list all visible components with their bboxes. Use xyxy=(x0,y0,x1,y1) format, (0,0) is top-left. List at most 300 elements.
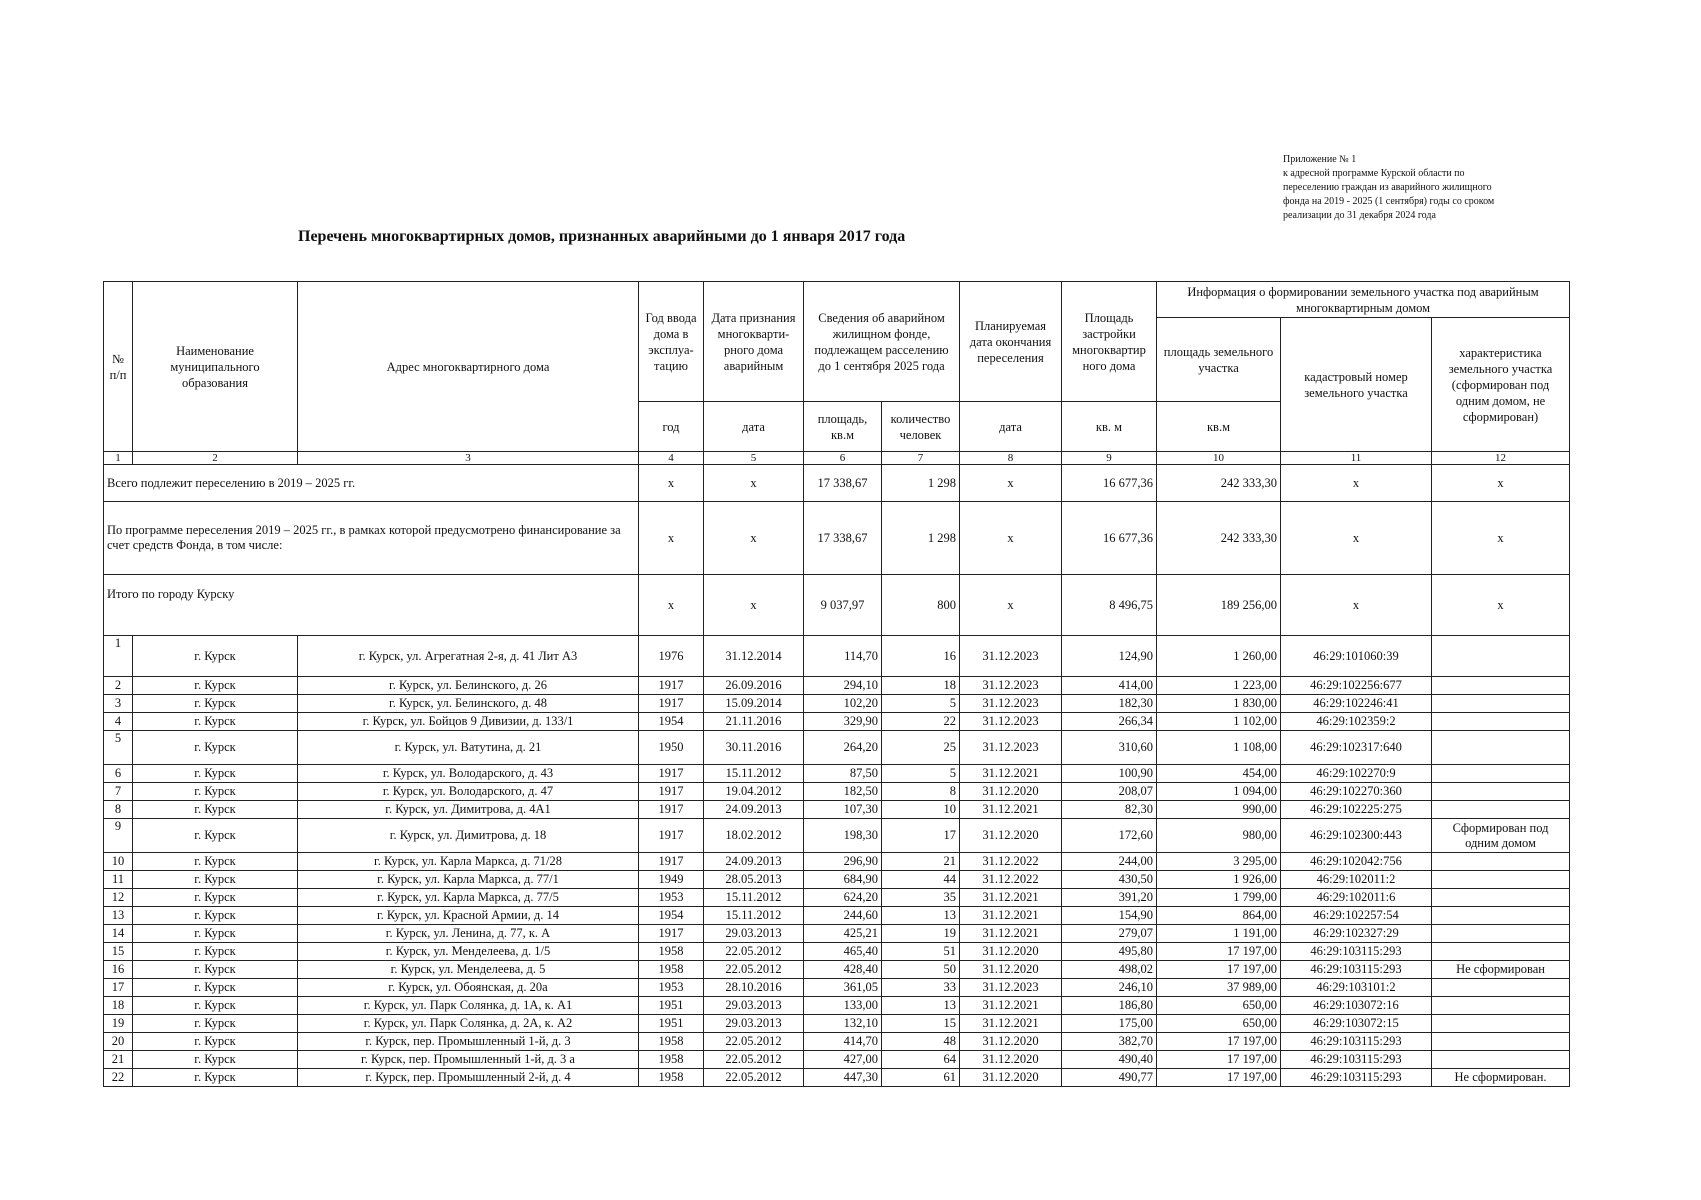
row-characteristic: Сформирован под одним домом xyxy=(1432,819,1570,853)
row-address: г. Курск, ул. Карла Маркса, д. 77/5 xyxy=(298,889,639,907)
row-address: г. Курск, ул. Володарского, д. 47 xyxy=(298,783,639,801)
row-land-area: 17 197,00 xyxy=(1157,961,1281,979)
row-date-recognized: 28.05.2013 xyxy=(704,871,804,889)
row-municipality: г. Курск xyxy=(133,713,298,731)
row-number: 7 xyxy=(104,783,133,801)
row-date-recognized: 26.09.2016 xyxy=(704,677,804,695)
row-characteristic xyxy=(1432,801,1570,819)
housing-register-table xyxy=(103,281,1570,1087)
row-planned-date: 31.12.2020 xyxy=(960,943,1062,961)
total-cell: 189 256,00 xyxy=(1157,575,1281,636)
row-year: 1958 xyxy=(639,943,704,961)
row-number: 14 xyxy=(104,925,133,943)
row-land-area: 864,00 xyxy=(1157,907,1281,925)
row-people: 18 xyxy=(882,677,960,695)
row-address: г. Курск, ул. Володарского, д. 43 xyxy=(298,765,639,783)
row-area: 427,00 xyxy=(804,1051,882,1069)
table-row xyxy=(104,979,1570,997)
total-cell: x xyxy=(960,502,1062,575)
row-people: 64 xyxy=(882,1051,960,1069)
row-cadastral: 46:29:103115:293 xyxy=(1281,943,1432,961)
row-cadastral: 46:29:102011:2 xyxy=(1281,871,1432,889)
row-number: 9 xyxy=(104,819,133,853)
row-land-area: 17 197,00 xyxy=(1157,943,1281,961)
row-planned-date: 31.12.2021 xyxy=(960,997,1062,1015)
row-building-area: 208,07 xyxy=(1062,783,1157,801)
table-row xyxy=(104,1051,1570,1069)
header-fund-info: Сведения об аварийном жилищном фонде, подлежащем расселению до 1 сентября 2025 года xyxy=(804,282,960,402)
col-number: 9 xyxy=(1062,452,1157,465)
row-planned-date: 31.12.2022 xyxy=(960,871,1062,889)
row-people: 51 xyxy=(882,943,960,961)
row-municipality: г. Курск xyxy=(133,961,298,979)
row-planned-date: 31.12.2020 xyxy=(960,783,1062,801)
row-year: 1958 xyxy=(639,961,704,979)
row-date-recognized: 24.09.2013 xyxy=(704,853,804,871)
unit-date: дата xyxy=(704,402,804,452)
total-row xyxy=(104,465,1570,502)
row-number: 11 xyxy=(104,871,133,889)
row-address: г. Курск, ул. Димитрова, д. 18 xyxy=(298,819,639,853)
row-building-area: 82,30 xyxy=(1062,801,1157,819)
total-cell: x xyxy=(639,465,704,502)
col-number: 5 xyxy=(704,452,804,465)
row-area: 414,70 xyxy=(804,1033,882,1051)
row-area: 107,30 xyxy=(804,801,882,819)
row-area: 264,20 xyxy=(804,731,882,765)
total-cell: 16 677,36 xyxy=(1062,502,1157,575)
row-characteristic: Не сформирован. xyxy=(1432,1069,1570,1087)
row-building-area: 430,50 xyxy=(1062,871,1157,889)
row-people: 48 xyxy=(882,1033,960,1051)
row-land-area: 1 830,00 xyxy=(1157,695,1281,713)
row-building-area: 100,90 xyxy=(1062,765,1157,783)
row-year: 1950 xyxy=(639,731,704,765)
header-address: Адрес многоквартирного дома xyxy=(298,282,639,452)
table-row xyxy=(104,731,1570,765)
row-date-recognized: 30.11.2016 xyxy=(704,731,804,765)
row-cadastral: 46:29:102246:41 xyxy=(1281,695,1432,713)
col-number: 7 xyxy=(882,452,960,465)
unit-sqm-land: кв.м xyxy=(1157,402,1281,452)
row-cadastral: 46:29:103101:2 xyxy=(1281,979,1432,997)
row-area: 329,90 xyxy=(804,713,882,731)
row-municipality: г. Курск xyxy=(133,1069,298,1087)
row-year: 1917 xyxy=(639,765,704,783)
col-number: 2 xyxy=(133,452,298,465)
row-planned-date: 31.12.2021 xyxy=(960,889,1062,907)
row-number: 18 xyxy=(104,997,133,1015)
row-people: 15 xyxy=(882,1015,960,1033)
row-cadastral: 46:29:103115:293 xyxy=(1281,961,1432,979)
row-year: 1953 xyxy=(639,979,704,997)
row-year: 1954 xyxy=(639,713,704,731)
row-cadastral: 46:29:102257:54 xyxy=(1281,907,1432,925)
total-cell: x xyxy=(960,465,1062,502)
row-municipality: г. Курск xyxy=(133,925,298,943)
row-address: г. Курск, ул. Парк Солянка, д. 1А, к. А1 xyxy=(298,997,639,1015)
row-characteristic xyxy=(1432,907,1570,925)
city-total-row xyxy=(104,575,1570,636)
header-municipality: Наименование муниципального образования xyxy=(133,282,298,452)
row-building-area: 266,34 xyxy=(1062,713,1157,731)
col-number: 12 xyxy=(1432,452,1570,465)
row-address: г. Курск, ул. Димитрова, д. 4А1 xyxy=(298,801,639,819)
row-area: 198,30 xyxy=(804,819,882,853)
row-characteristic xyxy=(1432,997,1570,1015)
row-characteristic xyxy=(1432,1051,1570,1069)
total-cell: 242 333,30 xyxy=(1157,465,1281,502)
row-cadastral: 46:29:102225:275 xyxy=(1281,801,1432,819)
row-date-recognized: 22.05.2012 xyxy=(704,961,804,979)
row-date-recognized: 28.10.2016 xyxy=(704,979,804,997)
total-cell: 1 298 xyxy=(882,465,960,502)
row-number: 13 xyxy=(104,907,133,925)
row-address: г. Курск, ул. Агрегатная 2-я, д. 41 Лит А3 xyxy=(298,636,639,677)
row-date-recognized: 19.04.2012 xyxy=(704,783,804,801)
row-people: 10 xyxy=(882,801,960,819)
row-date-recognized: 21.11.2016 xyxy=(704,713,804,731)
table-row xyxy=(104,997,1570,1015)
row-address: г. Курск, пер. Промышленный 1-й, д. 3 а xyxy=(298,1051,639,1069)
row-building-area: 244,00 xyxy=(1062,853,1157,871)
table-row xyxy=(104,1033,1570,1051)
row-characteristic xyxy=(1432,783,1570,801)
row-date-recognized: 24.09.2013 xyxy=(704,801,804,819)
row-municipality: г. Курск xyxy=(133,1033,298,1051)
row-people: 22 xyxy=(882,713,960,731)
row-municipality: г. Курск xyxy=(133,636,298,677)
table-row xyxy=(104,783,1570,801)
row-people: 44 xyxy=(882,871,960,889)
row-municipality: г. Курск xyxy=(133,889,298,907)
row-address: г. Курск, ул. Обоянская, д. 20а xyxy=(298,979,639,997)
row-land-area: 1 094,00 xyxy=(1157,783,1281,801)
table-row xyxy=(104,925,1570,943)
row-number: 16 xyxy=(104,961,133,979)
row-characteristic xyxy=(1432,943,1570,961)
total-cell: x xyxy=(704,502,804,575)
row-date-recognized: 22.05.2012 xyxy=(704,1069,804,1087)
annex-line: переселению граждан из аварийного жилищного xyxy=(1283,182,1492,193)
row-area: 428,40 xyxy=(804,961,882,979)
row-people: 8 xyxy=(882,783,960,801)
row-municipality: г. Курск xyxy=(133,695,298,713)
col-number: 6 xyxy=(804,452,882,465)
row-date-recognized: 15.11.2012 xyxy=(704,889,804,907)
row-year: 1951 xyxy=(639,1015,704,1033)
total-cell: x xyxy=(704,575,804,636)
row-planned-date: 31.12.2020 xyxy=(960,819,1062,853)
total-cell: 9 037,97 xyxy=(804,575,882,636)
col-number: 11 xyxy=(1281,452,1432,465)
row-address: г. Курск, ул. Менделеева, д. 5 xyxy=(298,961,639,979)
row-year: 1917 xyxy=(639,853,704,871)
program-total-row xyxy=(104,502,1570,575)
row-date-recognized: 29.03.2013 xyxy=(704,997,804,1015)
annex-note xyxy=(1283,153,1603,223)
row-number: 10 xyxy=(104,853,133,871)
row-address: г. Курск, ул. Белинского, д. 26 xyxy=(298,677,639,695)
row-people: 5 xyxy=(882,765,960,783)
row-address: г. Курск, пер. Промышленный 1-й, д. 3 xyxy=(298,1033,639,1051)
row-characteristic xyxy=(1432,871,1570,889)
table-header xyxy=(104,282,1570,465)
row-area: 425,21 xyxy=(804,925,882,943)
row-planned-date: 31.12.2023 xyxy=(960,677,1062,695)
row-date-recognized: 18.02.2012 xyxy=(704,819,804,853)
row-people: 61 xyxy=(882,1069,960,1087)
table-row xyxy=(104,677,1570,695)
row-number: 2 xyxy=(104,677,133,695)
row-land-area: 454,00 xyxy=(1157,765,1281,783)
row-municipality: г. Курск xyxy=(133,801,298,819)
unit-date-planned: дата xyxy=(960,402,1062,452)
row-cadastral: 46:29:103072:15 xyxy=(1281,1015,1432,1033)
row-year: 1958 xyxy=(639,1069,704,1087)
total-cell: x xyxy=(1281,465,1432,502)
row-building-area: 490,77 xyxy=(1062,1069,1157,1087)
row-building-area: 382,70 xyxy=(1062,1033,1157,1051)
row-people: 50 xyxy=(882,961,960,979)
row-municipality: г. Курск xyxy=(133,871,298,889)
total-cell: 242 333,30 xyxy=(1157,502,1281,575)
row-cadastral: 46:29:102011:6 xyxy=(1281,889,1432,907)
row-planned-date: 31.12.2021 xyxy=(960,801,1062,819)
row-building-area: 182,30 xyxy=(1062,695,1157,713)
row-building-area: 414,00 xyxy=(1062,677,1157,695)
row-characteristic xyxy=(1432,1033,1570,1051)
row-planned-date: 31.12.2020 xyxy=(960,1051,1062,1069)
row-number: 5 xyxy=(104,731,133,765)
row-address: г. Курск, ул. Ленина, д. 77, к. А xyxy=(298,925,639,943)
row-land-area: 1 191,00 xyxy=(1157,925,1281,943)
row-planned-date: 31.12.2020 xyxy=(960,1033,1062,1051)
row-people: 35 xyxy=(882,889,960,907)
row-area: 361,05 xyxy=(804,979,882,997)
row-land-area: 1 108,00 xyxy=(1157,731,1281,765)
header-land-info: Информация о формировании земельного участка под аварийным многоквартирным домом xyxy=(1157,282,1570,318)
row-year: 1917 xyxy=(639,695,704,713)
row-building-area: 498,02 xyxy=(1062,961,1157,979)
header-date-recognized: Дата признания многокварти-рного дома аварийным xyxy=(704,282,804,402)
table-row xyxy=(104,853,1570,871)
header-no: № п/п xyxy=(104,282,133,452)
row-characteristic xyxy=(1432,731,1570,765)
row-number: 20 xyxy=(104,1033,133,1051)
annex-line: Приложение № 1 xyxy=(1283,154,1357,165)
table-row xyxy=(104,889,1570,907)
row-cadastral: 46:29:102042:756 xyxy=(1281,853,1432,871)
total-cell: x xyxy=(704,465,804,502)
row-cadastral: 46:29:103115:293 xyxy=(1281,1051,1432,1069)
row-year: 1954 xyxy=(639,907,704,925)
row-building-area: 279,07 xyxy=(1062,925,1157,943)
row-planned-date: 31.12.2020 xyxy=(960,961,1062,979)
row-characteristic xyxy=(1432,695,1570,713)
row-year: 1953 xyxy=(639,889,704,907)
col-number: 3 xyxy=(298,452,639,465)
total-cell: x xyxy=(960,575,1062,636)
annex-line: к адресной программе Курской области по xyxy=(1283,168,1465,179)
row-municipality: г. Курск xyxy=(133,1015,298,1033)
row-land-area: 1 260,00 xyxy=(1157,636,1281,677)
row-date-recognized: 15.09.2014 xyxy=(704,695,804,713)
table-row xyxy=(104,765,1570,783)
total-cell: x xyxy=(639,502,704,575)
row-year: 1917 xyxy=(639,801,704,819)
row-year: 1917 xyxy=(639,783,704,801)
row-address: г. Курск, ул. Карла Маркса, д. 77/1 xyxy=(298,871,639,889)
row-land-area: 1 223,00 xyxy=(1157,677,1281,695)
total-label: Всего подлежит переселению в 2019 – 2025 гг. xyxy=(104,465,639,502)
row-municipality: г. Курск xyxy=(133,853,298,871)
row-area: 244,60 xyxy=(804,907,882,925)
row-area: 102,20 xyxy=(804,695,882,713)
row-date-recognized: 29.03.2013 xyxy=(704,1015,804,1033)
row-cadastral: 46:29:103115:293 xyxy=(1281,1033,1432,1051)
row-people: 33 xyxy=(882,979,960,997)
col-number: 10 xyxy=(1157,452,1281,465)
row-building-area: 175,00 xyxy=(1062,1015,1157,1033)
row-people: 13 xyxy=(882,907,960,925)
column-number-row xyxy=(104,452,1570,465)
row-year: 1958 xyxy=(639,1033,704,1051)
row-area: 182,50 xyxy=(804,783,882,801)
row-year: 1949 xyxy=(639,871,704,889)
row-building-area: 124,90 xyxy=(1062,636,1157,677)
row-building-area: 172,60 xyxy=(1062,819,1157,853)
row-land-area: 1 799,00 xyxy=(1157,889,1281,907)
row-address: г. Курск, ул. Бойцов 9 Дивизии, д. 133/1 xyxy=(298,713,639,731)
row-characteristic xyxy=(1432,979,1570,997)
total-label: Итого по городу Курску xyxy=(104,575,639,636)
row-people: 17 xyxy=(882,819,960,853)
row-planned-date: 31.12.2023 xyxy=(960,695,1062,713)
row-planned-date: 31.12.2023 xyxy=(960,979,1062,997)
col-number: 8 xyxy=(960,452,1062,465)
table-body xyxy=(104,465,1570,1087)
row-building-area: 495,80 xyxy=(1062,943,1157,961)
table-row xyxy=(104,961,1570,979)
row-year: 1958 xyxy=(639,1051,704,1069)
row-number: 19 xyxy=(104,1015,133,1033)
row-cadastral: 46:29:103072:16 xyxy=(1281,997,1432,1015)
table-row xyxy=(104,695,1570,713)
row-municipality: г. Курск xyxy=(133,819,298,853)
row-people: 5 xyxy=(882,695,960,713)
table-row xyxy=(104,1015,1570,1033)
row-municipality: г. Курск xyxy=(133,997,298,1015)
row-land-area: 990,00 xyxy=(1157,801,1281,819)
row-land-area: 17 197,00 xyxy=(1157,1033,1281,1051)
row-area: 294,10 xyxy=(804,677,882,695)
row-year: 1976 xyxy=(639,636,704,677)
row-address: г. Курск, ул. Парк Солянка, д. 2А, к. А2 xyxy=(298,1015,639,1033)
row-characteristic xyxy=(1432,889,1570,907)
row-planned-date: 31.12.2022 xyxy=(960,853,1062,871)
row-land-area: 1 926,00 xyxy=(1157,871,1281,889)
row-number: 4 xyxy=(104,713,133,731)
total-cell: x xyxy=(1432,575,1570,636)
row-municipality: г. Курск xyxy=(133,765,298,783)
row-building-area: 186,80 xyxy=(1062,997,1157,1015)
row-land-area: 3 295,00 xyxy=(1157,853,1281,871)
row-characteristic xyxy=(1432,1015,1570,1033)
row-people: 21 xyxy=(882,853,960,871)
unit-people: количество человек xyxy=(882,402,960,452)
row-area: 447,30 xyxy=(804,1069,882,1087)
row-building-area: 310,60 xyxy=(1062,731,1157,765)
row-planned-date: 31.12.2021 xyxy=(960,1015,1062,1033)
total-cell: 17 338,67 xyxy=(804,465,882,502)
row-characteristic: Не сформирован xyxy=(1432,961,1570,979)
total-cell: 8 496,75 xyxy=(1062,575,1157,636)
unit-year: год xyxy=(639,402,704,452)
row-number: 21 xyxy=(104,1051,133,1069)
unit-area: площадь, кв.м xyxy=(804,402,882,452)
row-characteristic xyxy=(1432,677,1570,695)
total-cell: x xyxy=(1281,575,1432,636)
row-characteristic xyxy=(1432,925,1570,943)
row-building-area: 154,90 xyxy=(1062,907,1157,925)
row-municipality: г. Курск xyxy=(133,1051,298,1069)
row-year: 1917 xyxy=(639,925,704,943)
row-address: г. Курск, ул. Красной Армии, д. 14 xyxy=(298,907,639,925)
row-cadastral: 46:29:102359:2 xyxy=(1281,713,1432,731)
header-year: Год ввода дома в эксплуа-тацию xyxy=(639,282,704,402)
row-number: 3 xyxy=(104,695,133,713)
row-address: г. Курск, ул. Менделеева, д. 1/5 xyxy=(298,943,639,961)
row-land-area: 650,00 xyxy=(1157,997,1281,1015)
annex-line: фонда на 2019 - 2025 (1 сентября) годы со сроком xyxy=(1283,196,1495,207)
total-cell: x xyxy=(639,575,704,636)
row-number: 15 xyxy=(104,943,133,961)
row-year: 1917 xyxy=(639,819,704,853)
row-address: г. Курск, ул. Карла Маркса, д. 71/28 xyxy=(298,853,639,871)
row-area: 133,00 xyxy=(804,997,882,1015)
row-cadastral: 46:29:102327:29 xyxy=(1281,925,1432,943)
row-building-area: 490,40 xyxy=(1062,1051,1157,1069)
header-characteristic: характеристика земельного участка (сформирован под одним домом, не сформирован) xyxy=(1432,318,1570,452)
row-people: 13 xyxy=(882,997,960,1015)
row-area: 132,10 xyxy=(804,1015,882,1033)
row-characteristic xyxy=(1432,853,1570,871)
row-cadastral: 46:29:101060:39 xyxy=(1281,636,1432,677)
row-address: г. Курск, ул. Ватутина, д. 21 xyxy=(298,731,639,765)
row-building-area: 391,20 xyxy=(1062,889,1157,907)
row-number: 8 xyxy=(104,801,133,819)
header-building-area: Площадь застройки многоквартир ного дома xyxy=(1062,282,1157,402)
row-year: 1917 xyxy=(639,677,704,695)
row-date-recognized: 15.11.2012 xyxy=(704,907,804,925)
row-number: 22 xyxy=(104,1069,133,1087)
total-cell: x xyxy=(1281,502,1432,575)
row-planned-date: 31.12.2020 xyxy=(960,1069,1062,1087)
row-address: г. Курск, пер. Промышленный 2-й, д. 4 xyxy=(298,1069,639,1087)
table-row xyxy=(104,819,1570,853)
row-land-area: 1 102,00 xyxy=(1157,713,1281,731)
row-number: 6 xyxy=(104,765,133,783)
total-cell: 800 xyxy=(882,575,960,636)
row-characteristic xyxy=(1432,765,1570,783)
col-number: 4 xyxy=(639,452,704,465)
row-date-recognized: 31.12.2014 xyxy=(704,636,804,677)
row-land-area: 17 197,00 xyxy=(1157,1051,1281,1069)
row-cadastral: 46:29:102256:677 xyxy=(1281,677,1432,695)
row-year: 1951 xyxy=(639,997,704,1015)
total-cell: 1 298 xyxy=(882,502,960,575)
